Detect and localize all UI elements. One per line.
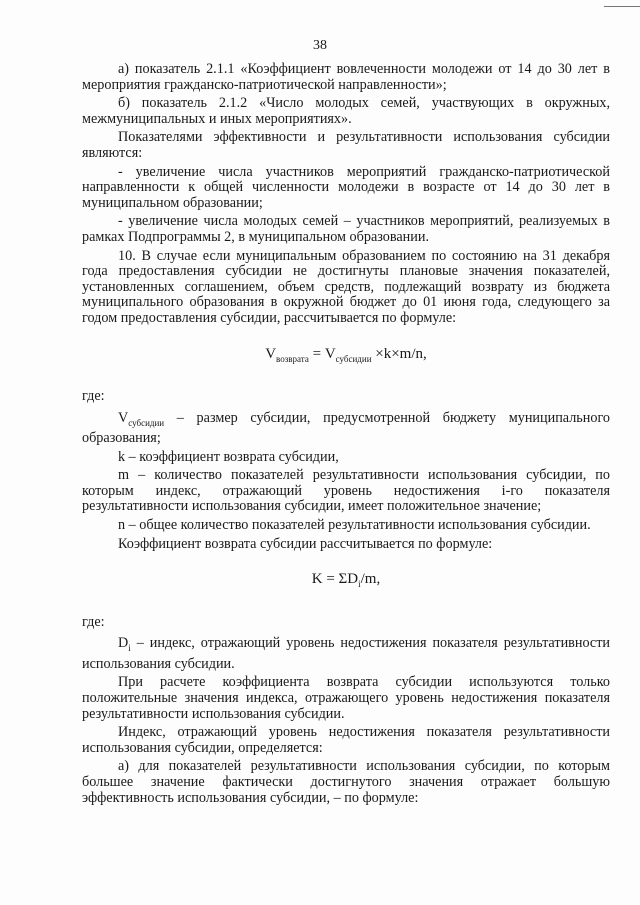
paragraph-index-defined: Индекс, отражающий уровень недостижения показателя результативности использования субсидии, определяется:	[82, 724, 610, 756]
paragraph-indicator-b: б) показатель 2.1.2 «Число молодых семей, участвующих в окружных, межмуниципальных и иных мероприятиях».	[82, 95, 610, 127]
where-label-2: где:	[82, 613, 105, 630]
definition-v-subsidy: $V_{субсидии}$ – размер субсидии, предусмотренной бюджету муниципального образования;	[82, 409, 610, 447]
where-label-1: где:	[82, 388, 105, 405]
formula-refund-volume: $V_{возврата} = V_{субсидии} \times k\times m/n$,	[265, 345, 427, 364]
paragraph-clause-10: 10. В случае если муниципальным образованием по состоянию на 31 декабря года предоставления субсидии не достигнуты плановые значения показателей, установленных соглашением, объем средств, подлежащий возврату из бюджета муниципального образования в окружной бюджет до 01 июня года, следующего за годом предоставления субсидии, рассчитывается по формуле:	[82, 247, 610, 326]
document-body	[82, 62, 610, 809]
paragraph-bullet-2: - увеличение числа молодых семей – участников мероприятий, реализуемых в рамках Подпрограммы 2, в муниципальном образовании.	[82, 213, 610, 245]
scan-corner-mark	[604, 0, 640, 7]
paragraph-efficiency-intro: Показателями эффективности и результативности использования субсидии являются:	[82, 129, 610, 161]
definition-d: $D_i$ – индекс, отражающий уровень недостижения показателя результативности использования субсидии.	[82, 635, 610, 672]
paragraph-bullet-1: - увеличение числа участников мероприятий гражданско-патриотической направленности к общей численности молодежи в возрасте от 14 до 30 лет в муниципальном образовании;	[82, 163, 610, 211]
definition-k: k – коэффициент возврата субсидии,	[118, 448, 339, 465]
paragraph-positive-values: При расчете коэффициента возврата субсидии используются только положительные значения индекса, отражающего уровень недостижения показателя результативности использования субсидии.	[82, 674, 610, 722]
definition-n: n – общее количество показателей результативности использования субсидии.	[118, 517, 591, 534]
paragraph-case-a: а) для показателей результативности использования субсидии, по которым большее значение фактически достигнутого значения отражает большую эффективность использования субсидии, – по формуле:	[82, 758, 610, 806]
definition-m: m – количество показателей результативности использования субсидии, по которым индекс, отражающий уровень недостижения i-го показателя результативности использования субсидии, имеет положительное значение;	[82, 467, 610, 515]
page-number: 38	[313, 38, 327, 53]
paragraph-indicator-a: а) показатель 2.1.1 «Коэффициент вовлеченности молодежи от 14 до 30 лет в мероприятия гражданско-патриотической направленности»;	[82, 61, 610, 93]
formula-refund-coefficient: $K = \Sigma D_i/m$,	[311, 571, 381, 590]
k-formula-intro: Коэффициент возврата субсидии рассчитывается по формуле:	[118, 535, 493, 552]
